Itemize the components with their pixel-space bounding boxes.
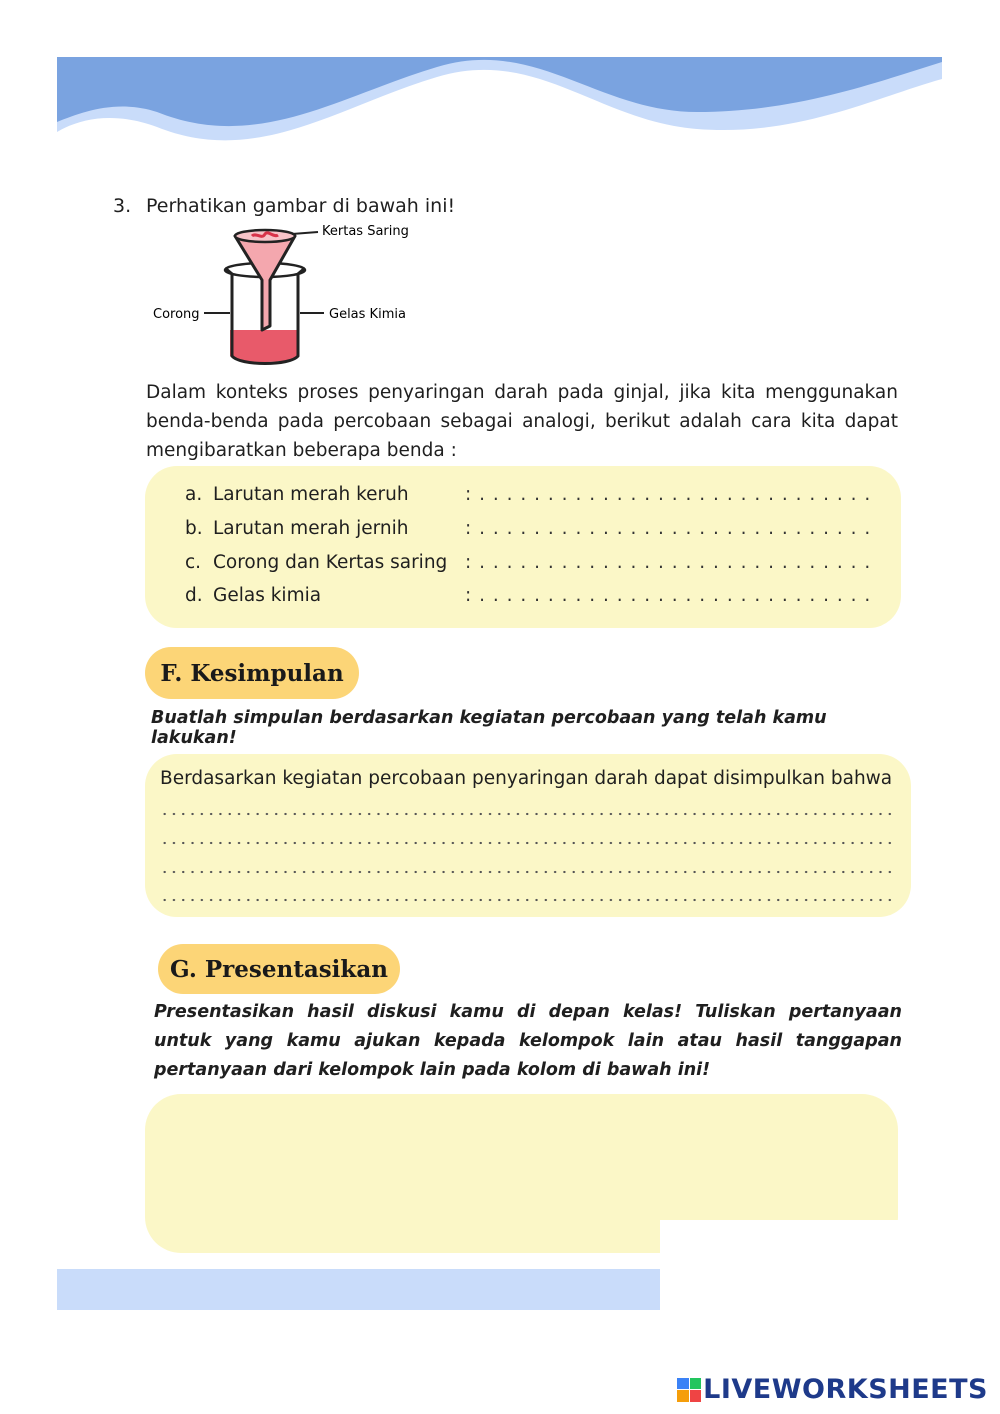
kesimpulan-instruction: Buatlah simpulan berdasarkan kegiatan percobaan yang telah kamu lakukan! <box>151 708 827 748</box>
funnel <box>235 236 295 330</box>
item-letter: b. <box>185 518 203 539</box>
analogy-item <box>185 518 871 548</box>
item-label: Corong dan Kertas saring <box>213 552 448 573</box>
answer-field[interactable]: : . . . . . . . . . . . . . . . . . . . . . . . . . . . . . <box>465 484 872 505</box>
liveworksheets-icon <box>677 1378 701 1402</box>
section-title-presentasikan: G. Presentasikan <box>158 944 400 994</box>
answer-dotted-line <box>160 898 895 902</box>
analogy-item <box>185 552 871 582</box>
presentasikan-instruction: Presentasikan hasil diskusi kamu di depan kelas! Tuliskan pertanyaan untuk yang kamu ajukan kepada kelompok lain atau hasil tanggapan pertanyaan dari kelompok lain pada kolom di bawah ini! <box>154 1002 902 1080</box>
analogy-answer-box <box>145 466 901 628</box>
item-label: Larutan merah keruh <box>213 484 409 505</box>
question-number: 3. <box>113 195 132 217</box>
filtration-diagram <box>140 218 440 373</box>
kesimpulan-lead-text: Berdasarkan kegiatan percobaan penyaringan darah dapat disimpulkan bahwa <box>160 768 893 789</box>
analogy-item <box>185 484 871 514</box>
analogy-paragraph: Dalam konteks proses penyaringan darah pada ginjal, jika kita menggunakan benda-benda pada percobaan sebagai analogi, berikut adalah cara kita dapat mengibaratkan beberapa benda : <box>146 382 898 461</box>
footer-bar <box>57 1269 660 1310</box>
item-letter: a. <box>185 484 203 505</box>
answer-dotted-line <box>160 841 895 845</box>
item-label: Larutan merah jernih <box>213 518 409 539</box>
item-label: Gelas kimia <box>213 585 322 606</box>
beaker-liquid <box>230 330 298 362</box>
brand-name: LIVEWORKSHEETS <box>703 1374 988 1405</box>
answer-dotted-line <box>160 870 895 874</box>
liveworksheets-logo <box>677 1374 988 1405</box>
label-corong: Corong <box>153 307 200 322</box>
item-letter: d. <box>185 585 203 606</box>
header-wave-decoration <box>57 57 942 167</box>
page-mask <box>660 1220 930 1330</box>
kesimpulan-answer-box[interactable] <box>145 754 911 917</box>
answer-field[interactable]: : . . . . . . . . . . . . . . . . . . . . . . . . . . . . . <box>465 518 872 539</box>
section-title-kesimpulan: F. Kesimpulan <box>145 647 359 699</box>
question-prompt: Perhatikan gambar di bawah ini! <box>146 195 456 217</box>
analogy-item <box>185 585 871 615</box>
answer-field[interactable]: : . . . . . . . . . . . . . . . . . . . . . . . . . . . . . <box>465 552 872 573</box>
answer-dotted-line <box>160 812 895 816</box>
label-gelas-kimia: Gelas Kimia <box>329 307 406 322</box>
item-letter: c. <box>185 552 202 573</box>
label-kertas-saring: Kertas Saring <box>322 224 409 239</box>
answer-field[interactable]: : . . . . . . . . . . . . . . . . . . . . . . . . . . . . . <box>465 585 872 606</box>
